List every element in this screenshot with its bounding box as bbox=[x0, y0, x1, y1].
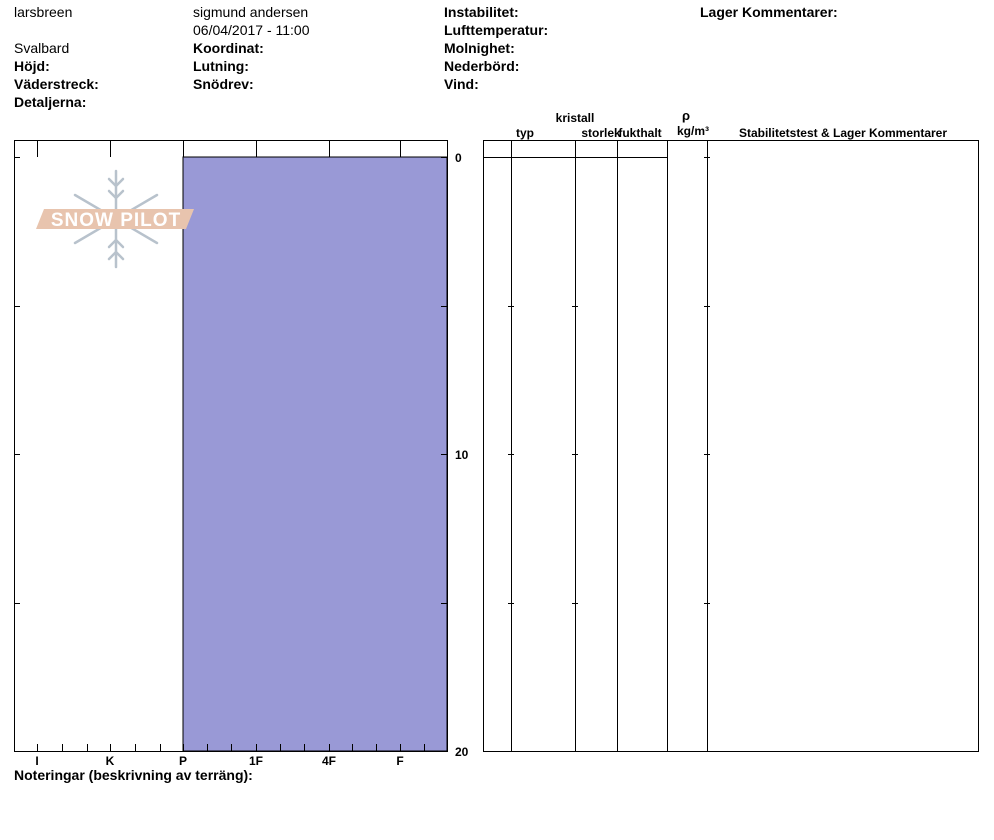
region-name: Svalbard bbox=[14, 40, 70, 56]
location-name: larsbreen bbox=[14, 4, 73, 20]
y-tick-label: 20 bbox=[455, 745, 469, 759]
snow-drift-label: Snödrev: bbox=[193, 76, 254, 92]
header-rho: ρ bbox=[681, 108, 691, 123]
layer-comments-label: Lager Kommentarer: bbox=[700, 4, 838, 20]
y-tick-label: 0 bbox=[455, 151, 462, 165]
header-comments: Stabilitetstest & Lager Kommentarer bbox=[738, 126, 948, 140]
observer-name: sigmund andersen bbox=[193, 4, 309, 20]
layer-table-frame bbox=[484, 141, 979, 752]
table-depth-ticks bbox=[508, 158, 710, 752]
coordinate-label: Koordinat: bbox=[193, 40, 264, 56]
header-moisture: fukthalt bbox=[618, 126, 662, 140]
cloudiness-label: Molnighet: bbox=[444, 40, 515, 56]
header-crystal: kristall bbox=[555, 111, 595, 125]
x-tick-label: P bbox=[178, 754, 188, 768]
snowpilot-logo bbox=[36, 171, 194, 267]
instability-label: Instabilitet: bbox=[444, 4, 519, 20]
aspect-label: Väderstreck: bbox=[14, 76, 99, 92]
details-label: Detaljerna: bbox=[14, 94, 87, 110]
precipitation-label: Nederbörd: bbox=[444, 58, 520, 74]
x-tick-label: 4F bbox=[321, 754, 337, 768]
y-tick-label: 10 bbox=[455, 448, 469, 462]
x-tick-label: 1F bbox=[248, 754, 264, 768]
layer-bar bbox=[183, 157, 447, 751]
wind-label: Vind: bbox=[444, 76, 479, 92]
x-tick-label: I bbox=[35, 754, 39, 768]
notes-label: Noteringar (beskrivning av terräng): bbox=[14, 767, 253, 783]
elevation-label: Höjd: bbox=[14, 58, 50, 74]
x-tick-label: K bbox=[105, 754, 115, 768]
header-type: typ bbox=[516, 126, 534, 140]
layer-bars bbox=[183, 157, 447, 751]
logo-wordmark: SNOW PILOT bbox=[50, 210, 182, 231]
observation-datetime: 06/04/2017 - 11:00 bbox=[193, 22, 310, 38]
slope-label: Lutning: bbox=[193, 58, 249, 74]
header-size: storlek bbox=[581, 126, 621, 140]
x-tick-label: F bbox=[396, 754, 404, 768]
header-density-unit: kg/m³ bbox=[676, 124, 710, 138]
air-temperature-label: Lufttemperatur: bbox=[444, 22, 549, 38]
